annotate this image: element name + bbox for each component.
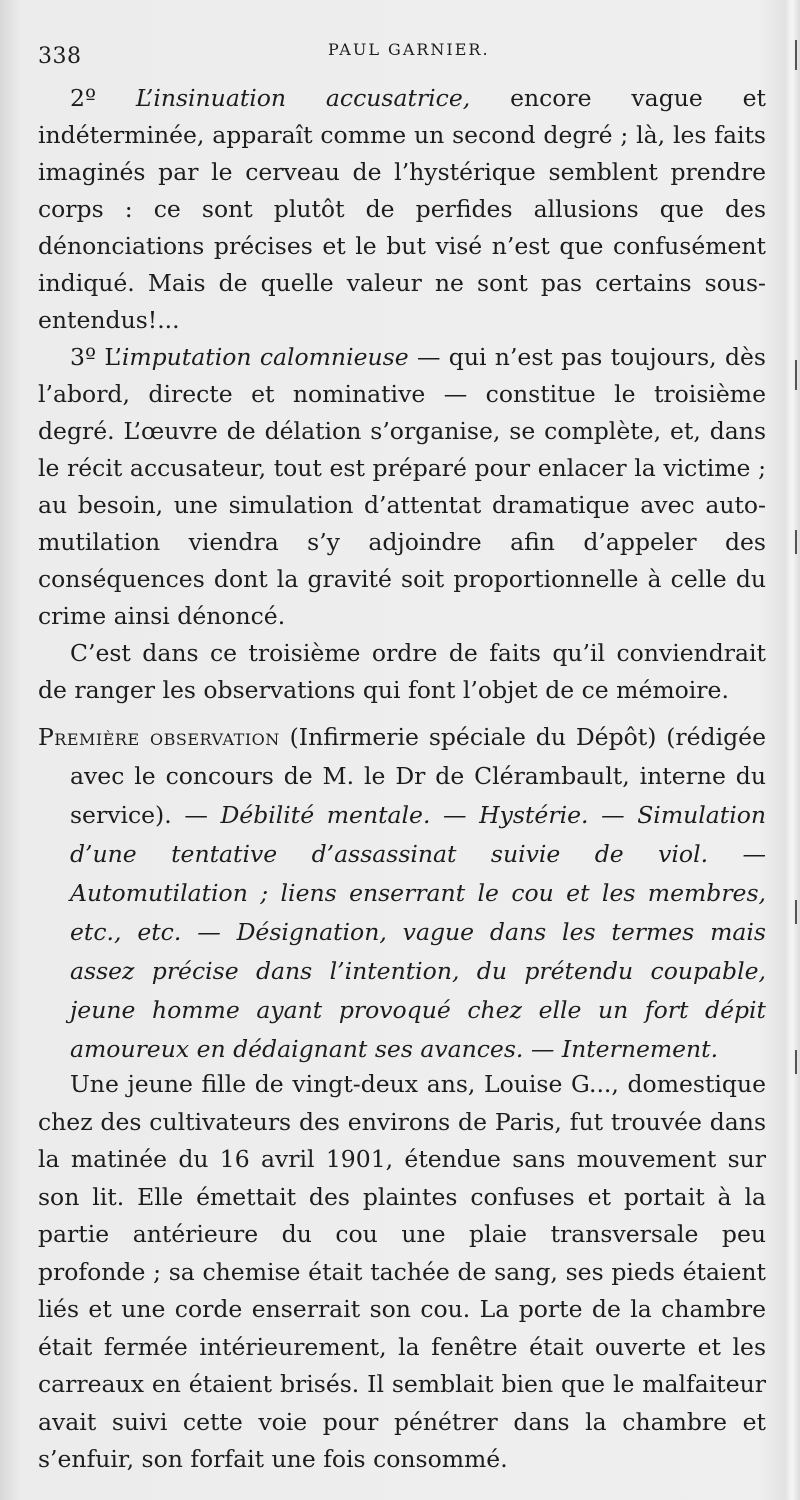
page-edge-mark bbox=[795, 900, 797, 924]
case-text bbox=[38, 1066, 766, 1479]
main-text bbox=[38, 80, 766, 709]
paragraph-text: — qui n’est pas toujours, dès l’abord, directe et nominative — constitue le troisième degré. L’œuvre de délation s’organise, se complète, et, dans le récit accusateur, tout est préparé pour enlacer la victime ; au besoin, une simulation d’attentat dramatique avec auto-mutilation viendra s’y adjoindre afin d’appeler des conséquences dont la gravité soit proportionnelle à celle du crime ainsi dénoncé. bbox=[38, 343, 766, 630]
paragraph-imputation bbox=[38, 339, 766, 635]
observation-heading-paragraph bbox=[38, 718, 766, 1069]
page-edge-mark bbox=[795, 360, 797, 390]
observation-summary: Débilité mentale. — Hystérie. — Simulation d’une tentative d’assassinat suivie de viol. — Automutilation ; liens enserrant le cou et les membres, etc., etc. — Désignation, vague dans les termes mais assez précise dans l’intention, du prétendu coupable, jeune homme ayant provoqué chez elle un fort dépit amoureux en dédaignant ses avances. — Internement. bbox=[70, 801, 767, 1063]
item-number: 2º bbox=[70, 84, 97, 112]
paragraph-text: encore vague et indéterminée, apparaît comme un second degré ; là, les faits imaginés par le cerveau de l’hystérique semblent prendre corps : ce sont plutôt de perfides allusions que des dénonciations précises et le but visé n’est que confusément indiqué. Mais de quelle valeur ne sont pas certains sous-entendus!... bbox=[38, 84, 766, 334]
running-head: PAUL GARNIER. bbox=[328, 40, 490, 59]
page-edge-mark bbox=[795, 1050, 797, 1074]
term-imputation: imputation calomnieuse bbox=[121, 343, 409, 371]
page-edge-mark bbox=[795, 530, 797, 554]
observation-heading: Première observation bbox=[38, 723, 280, 751]
paragraph-insinuation bbox=[38, 80, 766, 339]
page-edge-mark bbox=[795, 40, 797, 70]
item-number: 3º bbox=[70, 343, 97, 371]
page-number: 338 bbox=[38, 44, 82, 69]
paragraph-case: Une jeune fille de vingt-deux ans, Louise G..., domestique chez des cultivateurs des environs de Paris, fut trouvée dans la matinée du 16 avril 1901, étendue sans mouvement sur son lit. Elle émettait des plaintes confuses et portait à la partie antérieure du cou une plaie transversale peu profonde ; sa chemise était tachée de sang, ses pieds étaient liés et une corde enserrait son cou. La porte de la chambre était fermée intérieurement, la fenêtre était ouverte et les carreaux en étaient brisés. Il semblait bien que le malfaiteur avait suivi cette voie pour pénétrer dans la chambre et s’enfuir, son forfait une fois consommé. bbox=[38, 1070, 766, 1473]
observation-block bbox=[38, 718, 766, 1069]
paragraph-conclusion: C’est dans ce troisième ordre de faits qu’il conviendrait de ranger les observations qui font l’objet de ce mémoire. bbox=[38, 639, 766, 704]
observation-place: (Infirmerie spéciale du Dépôt) (rédigée avec le concours de M. le Dr de Clérambault, interne du service). — bbox=[70, 723, 766, 829]
term-prefix: L’ bbox=[104, 343, 122, 371]
page-header bbox=[38, 40, 778, 70]
term-insinuation: L’insinuation accusatrice, bbox=[135, 84, 471, 112]
